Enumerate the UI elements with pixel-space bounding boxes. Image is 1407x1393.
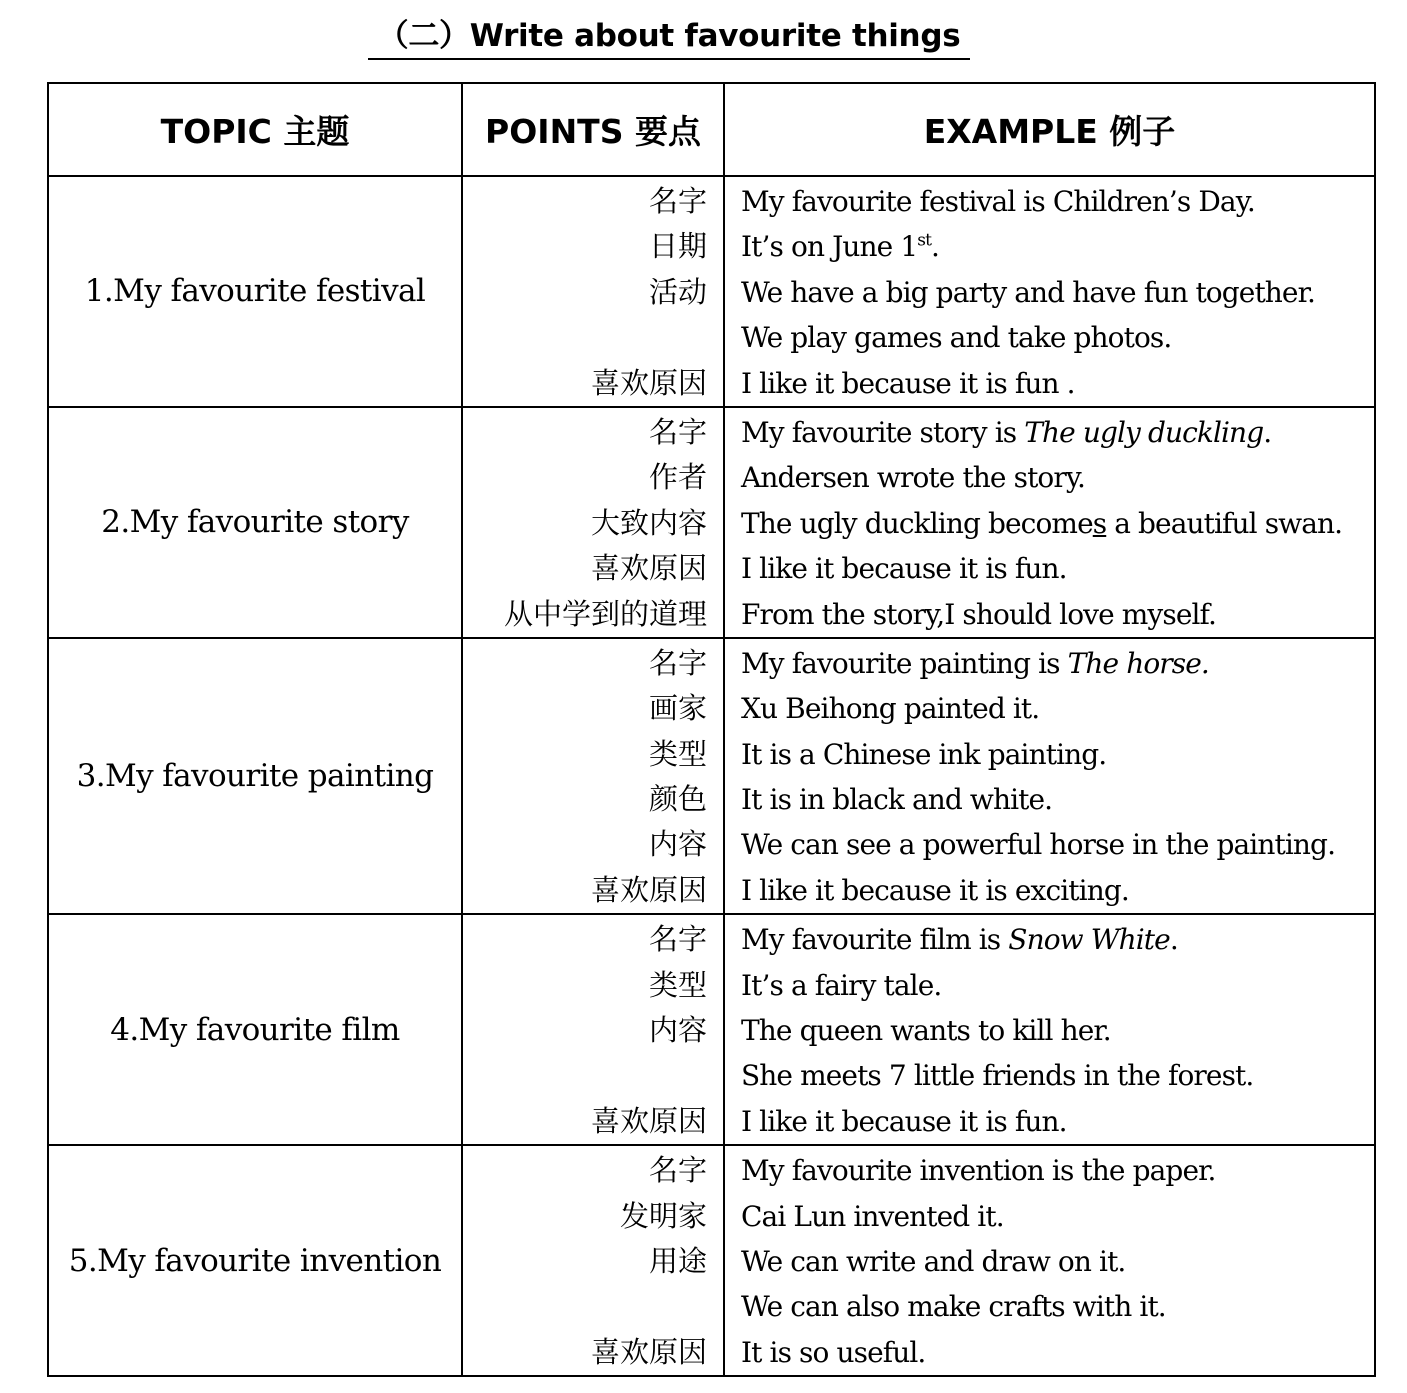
example-sentence [725,1194,1374,1239]
example-sentence [725,686,1374,731]
example-sentence [725,641,1374,686]
sentence-part-pre: My favourite film is [741,923,1009,957]
points-cell [462,914,724,1145]
sentence-part-italic: Snow White [1008,923,1170,957]
favourite-things-table [47,82,1376,1377]
point-label: 类型 [648,736,707,771]
example-sentence [725,501,1374,546]
point-label: 从中学到的道理 [503,596,707,631]
point-label: 日期 [648,229,707,264]
point-label: 喜欢原因 [590,872,707,907]
topic-cell: 2.My favourite story [48,407,462,638]
topic-cell: 5.My favourite invention [48,1145,462,1376]
sentence-part-italic: The ugly duckling [1024,415,1264,449]
point-label: 作者 [648,460,707,495]
point-label: 类型 [648,967,707,1002]
point-label: 名字 [648,1153,707,1188]
table-row [48,638,1375,914]
point-label: 画家 [648,691,707,726]
example-sentence [725,270,1374,315]
sentence-part-text: My favourite invention is the paper. [741,1154,1216,1188]
sentence-part-post: a beautiful swan. [1106,506,1343,540]
point-label: 喜欢原因 [590,1103,707,1138]
sentence-part-post: . [931,230,940,264]
point-label [463,315,723,360]
sentence-part-text: We can write and draw on it. [741,1244,1126,1278]
sentence-part-text: We can see a powerful horse in the painting. [741,828,1336,862]
sentence-part-pre: It’s on June 1 [741,230,918,264]
point-label: 喜欢原因 [590,551,707,586]
table-row [48,407,1375,638]
point-label: 发明家 [619,1198,707,1233]
sentence-part-text: I like it because it is fun . [741,366,1075,400]
sentence-part-text: The queen wants to kill her. [741,1014,1111,1048]
example-sentence [725,917,1374,962]
point-label: 内容 [648,1013,707,1048]
points-cell [462,638,724,914]
point-label: 名字 [648,645,707,680]
example-sentence [725,224,1374,269]
table-body [48,176,1375,1376]
example-sentence [725,868,1374,913]
sentence-part-text: We have a big party and have fun together. [741,275,1316,309]
example-sentence [725,1239,1374,1284]
topic-cell: 4.My favourite film [48,914,462,1145]
example-sentence [725,822,1374,867]
point-label: 喜欢原因 [590,365,707,400]
point-label: 活动 [648,274,707,309]
table-row [48,1145,1375,1376]
point-label [463,1053,723,1098]
sentence-part-pre: My favourite story is [741,415,1025,449]
sentence-part-text: It is a Chinese ink painting. [741,737,1107,771]
points-cell [462,1145,724,1376]
table-header-row [48,83,1375,176]
sentence-part-italic: The horse. [1067,646,1209,680]
header-example: EXAMPLE 例子 [724,83,1375,176]
example-sentence [725,732,1374,777]
example-cell [724,638,1375,914]
sentence-part-underline: s [1092,506,1107,540]
example-sentence [725,361,1374,406]
page-title: （二）Write about favourite things [368,14,970,60]
sentence-part-text: We play games and take photos. [741,321,1172,355]
sentence-part-text: We can also make crafts with it. [741,1290,1166,1324]
example-cell [724,914,1375,1145]
point-label: 名字 [648,414,707,449]
sentence-part-text: It’s a fairy tale. [741,968,942,1002]
sentence-part-text: My favourite festival is Children’s Day. [741,185,1255,218]
point-label: 名字 [648,922,707,957]
example-cell [724,407,1375,638]
sentence-part-text: Andersen wrote the story. [741,461,1086,495]
sentence-part-text: I like it because it is fun. [741,1104,1067,1138]
table-row [48,176,1375,407]
sentence-part-text: She meets 7 little friends in the forest. [741,1059,1254,1093]
example-sentence [725,315,1374,360]
sentence-part-sup: st [917,231,932,252]
example-sentence [725,1008,1374,1053]
example-sentence [725,1284,1374,1329]
points-cell [462,176,724,407]
points-cell [462,407,724,638]
example-sentence [725,1148,1374,1193]
header-points: POINTS 要点 [462,83,724,176]
example-sentence [725,592,1374,637]
sentence-part-pre: The ugly duckling become [741,506,1093,540]
table-row [48,914,1375,1145]
sentence-part-post: . [1263,415,1272,449]
example-sentence [725,455,1374,500]
header-topic: TOPIC 主题 [48,83,462,176]
example-sentence [725,1330,1374,1375]
point-label: 颜色 [648,782,707,817]
sentence-part-text: From the story,I should love myself. [741,597,1217,631]
example-sentence [725,410,1374,455]
topic-cell: 1.My favourite festival [48,176,462,407]
example-sentence [725,963,1374,1008]
point-label: 大致内容 [590,505,707,540]
sentence-part-text: It is in black and white. [741,783,1053,817]
sentence-part-text: I like it because it is fun. [741,552,1067,586]
sentence-part-text: Xu Beihong painted it. [741,692,1040,726]
example-sentence [725,1053,1374,1098]
example-sentence [725,777,1374,822]
sentence-part-pre: My favourite painting is [741,646,1068,680]
point-label: 内容 [648,827,707,862]
sentence-part-text: Cai Lun invented it. [741,1199,1004,1233]
point-label [463,1284,723,1329]
sentence-part-post: . [1169,923,1178,957]
example-sentence [725,546,1374,591]
example-cell [724,1145,1375,1376]
topic-cell: 3.My favourite painting [48,638,462,914]
example-cell [724,176,1375,407]
point-label: 用途 [648,1243,707,1278]
sentence-part-text: I like it because it is exciting. [741,873,1129,907]
example-sentence [725,1099,1374,1144]
sentence-part-text: It is so useful. [741,1335,926,1369]
point-label: 喜欢原因 [590,1334,707,1369]
example-sentence [725,179,1374,224]
point-label: 名字 [648,184,707,218]
